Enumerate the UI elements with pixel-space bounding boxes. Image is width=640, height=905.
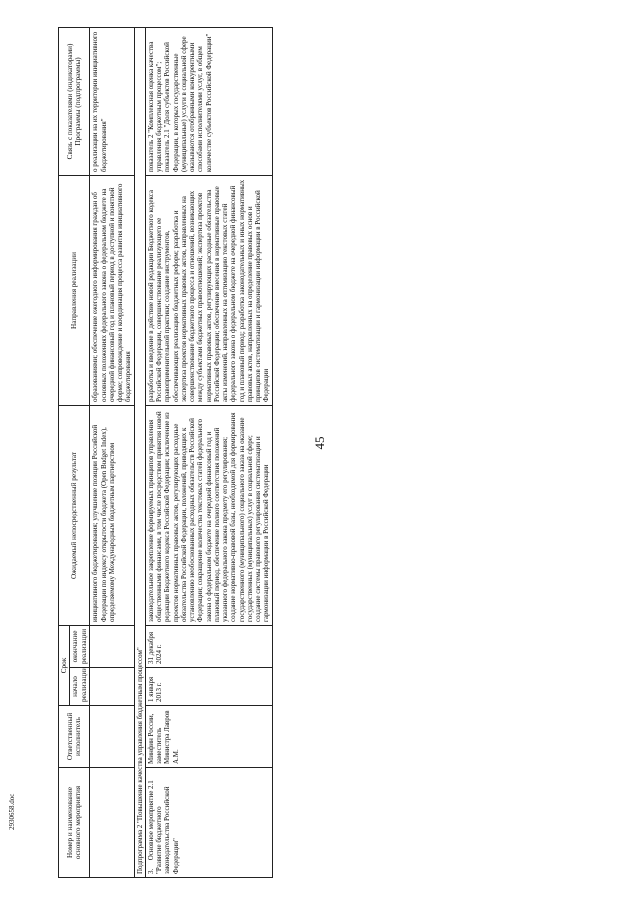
subprogram-title: Подпрограмма 2 "Повышение качества управления бюджетным процессом" <box>134 27 145 877</box>
responsible-executor: Минфин России, заместитель Министра Лавров А.М. <box>145 706 272 768</box>
row-number: 3. <box>146 868 155 874</box>
header-num-name: Номер и наименование основного мероприятия <box>59 768 90 878</box>
header-responsible: Ответственный исполнитель <box>59 706 90 768</box>
measure-name: Основное мероприятие 2.1 "Развитие бюджетного законодательства Российской Федерации" <box>146 780 180 874</box>
header-link: Связь с показателями (индикаторами) Программы (подпрограммы) <box>59 27 90 175</box>
header-term: Срок <box>59 625 70 705</box>
indicator-link: показатель 2 "Комплексная оценка качества управления бюджетным процессом"; показатель 2.1 "Доля субъектов Российской Федерации, в которых государственные (муниципальные) услуги в социальной сфере оказываются отобранными конкурентными способами исполнителями услуг, в общем количестве субъектов Российской Федерации" <box>145 27 272 175</box>
rotated-page-content <box>58 28 603 878</box>
header-result: Ожидаемый непосредственный результат <box>59 405 90 625</box>
header-end: окончание реализации <box>70 625 90 667</box>
table-row-continuation <box>90 27 134 877</box>
program-table <box>58 27 273 878</box>
page-number: 45 <box>312 436 327 450</box>
document-id: 2930658.doc <box>8 793 16 830</box>
implementation-directions: разработка и введение в действие новой редакции Бюджетного кодекса Российской Федерации, совершенствование реализующего ее правоприменительной практики; создание инструментов, обеспечивающих реализацию бюджетных реформ; разработка и экспертиза проектов нормативных правовых актов, направленных на совершенствование бюджетного процесса и отношений, возникающих между субъектами бюджетных правоотношений; экспертиза проектов нормативных правовых актов, регулирующих расходные обязательства Российской Федерации; обеспечение внесения в нормативные правовые акты изменений, направленных на оптимизацию текстовых статей федерального закона о федеральном бюджете на очередной финансовый год и плановый период; разработка законодательных и иных нормативных правовых актов, направленных на определение правовых основ и принципов систематизации и гармонизации информации в Российской Федерации <box>145 175 272 405</box>
continuation-result: инициативного бюджетирования; улучшение позиции Российской Федерации по индексу открытости бюджета (Open Budget Index), определяемому Международным бюджетным партнерством <box>90 405 134 625</box>
measure-cell <box>145 768 272 878</box>
table-row-3 <box>145 27 272 877</box>
header-directions: Направления реализации <box>59 175 90 405</box>
end-date: 31 декабря 2024 г. <box>145 625 272 667</box>
subprogram-title-row <box>134 27 145 877</box>
continuation-link: о реализации на их территории инициативного бюджетирования" <box>90 27 134 175</box>
start-date: 1 января 2013 г. <box>145 668 272 706</box>
header-start: начало реализации <box>70 668 90 706</box>
table-header <box>59 27 90 877</box>
expected-result: законодательное закрепление формируемых принципов управления общественными финансами, в том числе посредством принятия новой редакции Бюджетного кодекса Российской Федерации; исключение из проектов нормативных правовых актов, регулирующих расходные обязательства Российской Федерации, положений, приводящих к установлению необоснованных расходных обязательств Российской Федерации; сокращение количества текстовых статей федерального закона о федеральном бюджете на очередной финансовый год и плановый период, обеспечение полного соответствия положений указанного федерального закона предмету его регулирования; создание нормативно-правовой базы, необходимой для формирования государственного (муниципального) социального заказа на оказание государственных (муниципальных) услуг в социальной сфере; создание системы правового регулирования систематизации и гармонизации информации в Российской Федерации <box>145 405 272 625</box>
continuation-directions: образованиями; обеспечение ежегодного информирования граждан об основных положениях федерального закона о федеральном бюджете на очередной финансовый год и плановый период в доступной и понятной форме; сопровождение и координация процесса развития инициативного бюджетирования <box>90 175 134 405</box>
